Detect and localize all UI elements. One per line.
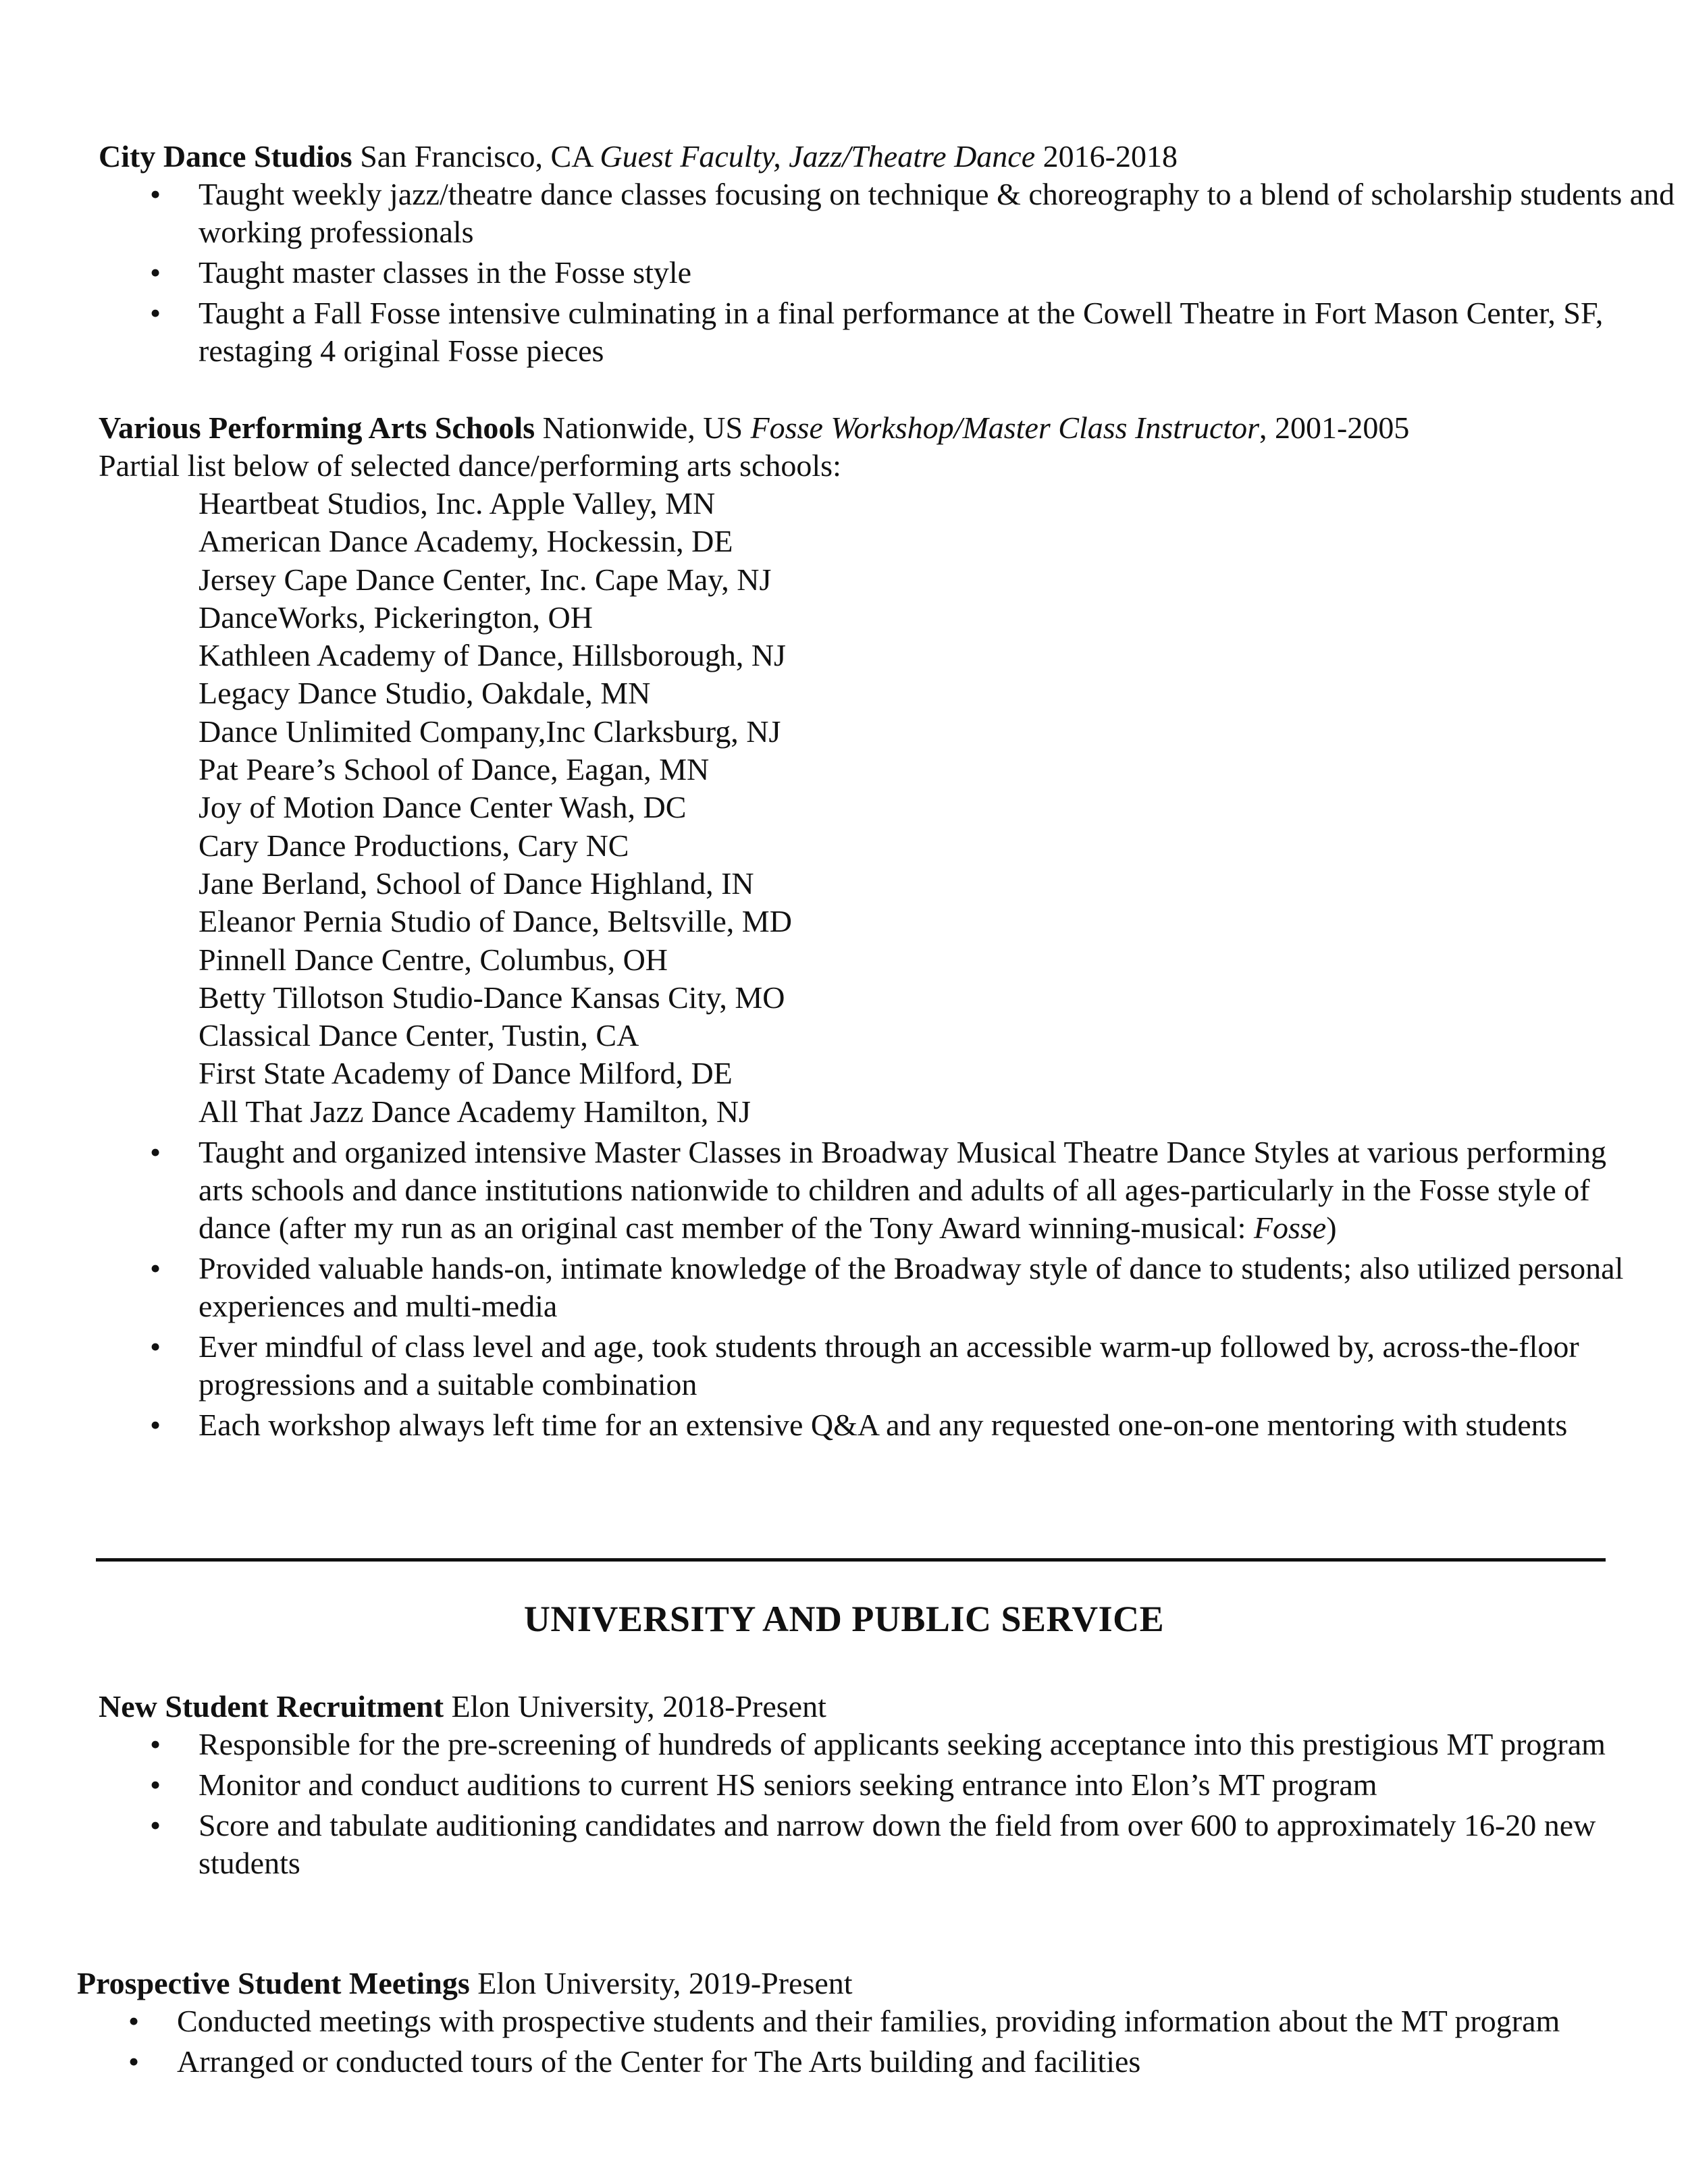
list-item: Cary Dance Productions, Cary NC	[199, 828, 629, 863]
schools-list	[99, 485, 1611, 1131]
prospective-heading	[77, 1965, 1589, 2002]
recruitment-heading	[99, 1688, 1611, 1726]
role-title: Fosse Workshop/Master Class Instructor	[750, 410, 1260, 445]
list-item: Betty Tillotson Studio-Dance Kansas City, MO	[199, 980, 785, 1015]
org-location: San Francisco, CA	[360, 139, 592, 174]
various-schools-heading	[99, 409, 1611, 447]
city-dance-heading	[99, 138, 1611, 176]
section-divider	[96, 1558, 1606, 1562]
show-title: Fosse	[1253, 1210, 1327, 1246]
prospective-bullets	[77, 2002, 1589, 2081]
list-item: Dance Unlimited Company,Inc Clarksburg, NJ	[199, 714, 781, 749]
org-details: Elon University, 2018-Present	[451, 1689, 826, 1724]
city-dance-entry	[99, 138, 1675, 370]
prospective-entry	[77, 1965, 1589, 2081]
list-item: • Taught weekly jazz/theatre dance classes focusing on technique & choreography to a blend of scholarship students and working professionals	[99, 176, 1684, 251]
list-item: • Score and tabulate auditioning candidates and narrow down the field from over 600 to approximately 16-20 new students	[99, 1807, 1657, 1882]
org-name: Prospective Student Meetings	[77, 1966, 470, 2000]
org-name: City Dance Studios	[99, 139, 352, 174]
role-dates: 2016-2018	[1043, 139, 1178, 174]
list-item: Jersey Cape Dance Center, Inc. Cape May, NJ	[199, 562, 772, 597]
recruitment-bullets	[99, 1726, 1611, 1882]
org-details: Elon University, 2019-Present	[477, 1966, 853, 2000]
org-name: New Student Recruitment	[99, 1689, 444, 1724]
list-item: • Conducted meetings with prospective students and their families, providing information about the MT program	[77, 2002, 1662, 2040]
list-item: • Taught a Fall Fosse intensive culminating in a final performance at the Cowell Theatre in Fort Mason Center, SF, restaging 4 original Fosse pieces	[99, 294, 1657, 370]
list-item: American Dance Academy, Hockessin, DE	[199, 524, 733, 559]
list-item: Jane Berland, School of Dance Highland, IN	[199, 865, 754, 901]
role-dates: , 2001-2005	[1259, 410, 1410, 445]
role-title: Guest Faculty, Jazz/Theatre Dance	[600, 139, 1036, 174]
various-schools-bullets	[99, 1134, 1624, 1444]
list-item: Pinnell Dance Centre, Columbus, OH	[199, 942, 668, 977]
list-item: Kathleen Academy of Dance, Hillsborough, NJ	[199, 638, 786, 673]
schools-intro: Partial list below of selected dance/performing arts schools:	[99, 448, 841, 483]
list-item: First State Academy of Dance Milford, DE	[199, 1056, 733, 1091]
list-item: • Taught master classes in the Fosse style	[99, 254, 1611, 292]
list-item: DanceWorks, Pickerington, OH	[199, 600, 593, 635]
list-item: Pat Peare’s School of Dance, Eagan, MN	[199, 752, 710, 787]
list-item: • Responsible for the pre-screening of hundreds of applicants seeking acceptance into this prestigious MT program	[99, 1726, 1684, 1763]
recruitment-entry	[99, 1688, 1611, 1882]
org-name: Various Performing Arts Schools	[99, 410, 535, 445]
city-dance-bullets	[99, 176, 1675, 370]
list-item: • Ever mindful of class level and age, took students through an accessible warm-up followed by, across-the-floor progressions and a suitable combination	[99, 1328, 1688, 1404]
bullet-text-end: )	[1326, 1210, 1337, 1246]
list-item: • Arranged or conducted tours of the Center for The Arts building and facilities	[77, 2043, 1589, 2081]
list-item: • Provided valuable hands-on, intimate knowledge of the Broadway style of dance to students; also utilized personal experiences and multi-media	[99, 1250, 1684, 1325]
list-item: • Monitor and conduct auditions to current HS seniors seeking entrance into Elon’s MT program	[99, 1766, 1611, 1804]
list-item: Heartbeat Studios, Inc. Apple Valley, MN	[199, 486, 716, 521]
list-item: Joy of Motion Dance Center Wash, DC	[199, 790, 687, 825]
section-title: UNIVERSITY AND PUBLIC SERVICE	[523, 1599, 1165, 1639]
list-item: All That Jazz Dance Academy Hamilton, NJ	[199, 1094, 751, 1129]
list-item: Eleanor Pernia Studio of Dance, Beltsville, MD	[199, 904, 792, 939]
various-schools-entry	[99, 409, 1624, 1444]
org-location: Nationwide, US	[542, 410, 743, 445]
list-item: Classical Dance Center, Tustin, CA	[199, 1018, 639, 1053]
list-item: Legacy Dance Studio, Oakdale, MN	[199, 676, 651, 711]
bullet-text: Taught and organized intensive Master Classes in Broadway Musical Theatre Dance Styles at various performing arts schools and dance institutions nationwide to children and adults of all ages-particularly in the Fosse style of dance (after my run as an original cast member of the Tony Award winning-musical:	[199, 1135, 1606, 1246]
list-item: • Each workshop always left time for an extensive Q&A and any requested one-on-one mentoring with students	[99, 1406, 1684, 1444]
list-item	[99, 1134, 1650, 1247]
